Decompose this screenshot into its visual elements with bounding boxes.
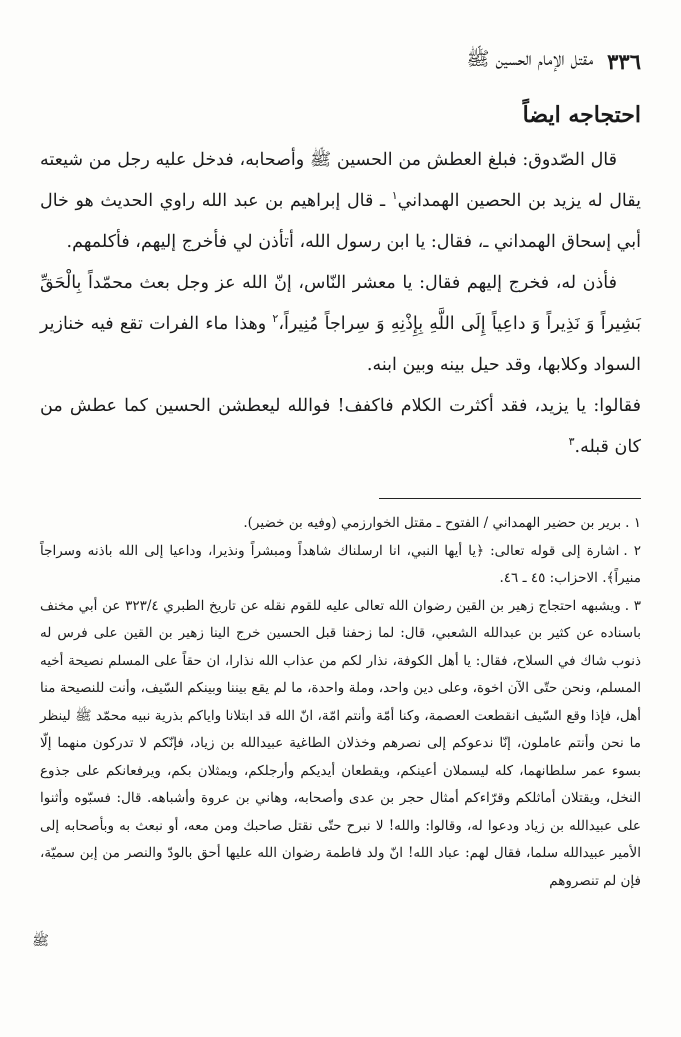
footnote-text: اشارة إلى قوله تعالى: ﴿يا أيها النبي، انا ارسلناك شاهداً ومبشراً ونذيرا، وداعيا إلى الله باذنه وسراجاً منيراً﴾. الاحزاب: ٤٥ ـ ٤٦. <box>40 542 641 586</box>
paragraph-text: فأذن له، فخرج إليهم فقال: يا معشر النّاس، إنّ الله عز وجل بعث محمّداً <box>87 273 617 293</box>
footnote-3 <box>40 593 641 896</box>
footnote-number: ٣ . <box>624 597 641 614</box>
page-number: ٣٣٦ <box>607 48 641 74</box>
paragraph-2 <box>40 263 641 386</box>
footnote-ref: ٣ <box>568 435 575 449</box>
paragraph-tail: وهذا ماء الفرات تقع فيه خنازير السواد وكلابها، وقد حيل بينه وبين ابنه. <box>40 314 641 375</box>
footnote-text: برير بن حضير الهمداني / الفتوح ـ مقتل الخوارزمي (وفيه بن خضير). <box>243 515 622 531</box>
footnote-number: ٢ . <box>623 542 641 559</box>
footnotes <box>40 510 641 895</box>
footnote-ref: ٢ <box>272 312 279 326</box>
footnote-1 <box>40 510 641 538</box>
section-heading: احتجاجه ايضاً <box>522 102 641 128</box>
page-header <box>40 44 641 78</box>
paragraph-tail: ـ قال إبراهيم بن عبد الله راوي الحديث هو خال أبي إسحاق الهمداني ـ، فقال: يا ابن رسول الله، أتأذن لي فأخرج إليهم، فأكلمهم. <box>40 191 641 252</box>
footnote-ref: ١ <box>391 189 398 203</box>
running-title: مقتل الإمام الحسين ﷺ <box>466 48 594 70</box>
main-text <box>40 140 641 468</box>
paragraph-3 <box>40 386 641 468</box>
footnote-2 <box>40 538 641 593</box>
paragraph-text: قال الصّدوق: فبلغ العطش من الحسين ﷺ وأصحابه، فدخل عليه رجل من شيعته يقال له يزيد بن الحصين الهمداني <box>40 150 641 211</box>
quran-verse: بِالْحَقِّ بَشِيراً وَ نَذِيراً وَ داعِياً إِلَى اللَّهِ بِإِذْنِهِ وَ سِراجاً مُنِيراً، <box>40 273 641 334</box>
paragraph-1 <box>40 140 641 263</box>
footnote-text: ويشبهه احتجاج زهير بن القين رضوان الله تعالى عليه للقوم نقله عن تاريخ الطبري ٣٢٣/٤ عن أبي مخنف باسناده عن كثير بن عبدالله الشعبي، قال: لما زحفنا قبل الحسين خرج الينا زهير بن القين على فرس له ذنوب شاك في السلاح، فقال: يا أهل الكوفة، نذار لكم من عذاب الله نذارا، ان حقاً على المسلم نصيحة أخيه المسلم، ونحن حتّى الآن اخوة، وعلى دين واحد، وملة واحدة، ما لم يقع بيننا وبينكم السّيف، وأنت للنصيحة منا أهل، فإذا وقع السّيف انقطعت العصمة، وكنا أمّة وأنتم امّة، انّ الله قد ابتلانا واياكم بذرية نبيه محمّد ﷺ لينظر ما نحن وأنتم عاملون، إنّا ندعوكم إلى نصرهم وخذلان الطاغية عبيدالله بن زياد، فإنّكم لا تدركون منهما إلّا بسوء عمر سلطانهما، كله ليسملان أعينكم، ويقطعان أيديكم وأرجلكم، ويمثلان بكم، ويرفعانكم على جذوع النخل، ويقتلان أماثلكم وقرّاءكم أمثال حجر بن عدى وأصحابه، وهاني بن عروة وأشباهه. قال: فسبّوه وأثنوا على عبيدالله بن زياد ودعوا له، وقالوا: والله! لا نبرح حتّى نقتل صاحبك ومن معه، أو نبعث به وبأصحابه إلى الأمير عبيدالله سلما، فقال لهم: عباد الله! انّ ولد فاطمة رضوان الله عليها أحق بالودّ والنصر من إبن سميّة، فإن لم تنصروهم <box>40 597 641 889</box>
paragraph-text: فقالوا: يا يزيد، فقد أكثرت الكلام فاكفف! فوالله ليعطشن الحسين كما عطش من كان قبله. <box>40 396 641 457</box>
footnote-number: ١ . <box>625 515 641 531</box>
footnote-separator <box>379 498 641 499</box>
catchword: ﷺ <box>32 933 49 949</box>
